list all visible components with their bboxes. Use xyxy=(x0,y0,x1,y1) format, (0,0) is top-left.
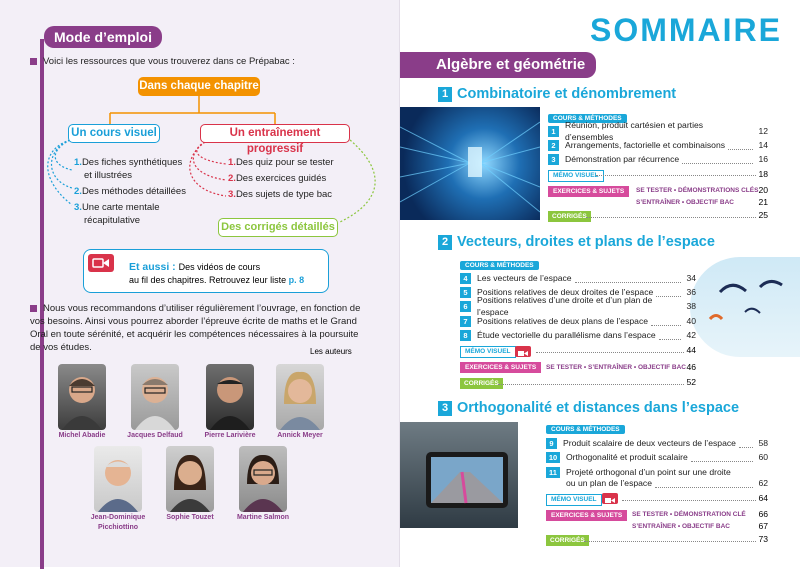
chapter-2-title[interactable]: 2 Vecteurs, droites et plans de l’espace xyxy=(438,234,715,250)
author-photo xyxy=(239,446,287,512)
chapter-box: Dans chaque chapitre xyxy=(138,77,260,96)
toc-row[interactable]: 1 Réunion, produit cartésien et parties d’ensembles 12 xyxy=(548,125,768,137)
toc-row[interactable]: 7 Positions relatives de deux plans de l’espace 40 xyxy=(460,315,696,327)
corr-page[interactable]: 25 xyxy=(758,210,768,220)
toc-row[interactable]: 4 Les vecteurs de l’espace 34 xyxy=(460,272,696,284)
author-photo xyxy=(58,364,106,430)
training-item-3: 3.Des sujets de type bac xyxy=(228,189,333,200)
cours-label: COURS & MÉTHODES xyxy=(546,425,625,434)
mode-emploi-title: Mode d’emploi xyxy=(44,26,162,48)
memo-page[interactable]: 64 xyxy=(758,493,768,503)
section-tab: Algèbre et géométrie xyxy=(400,52,596,78)
course-item-3: 3.Une carte mentale xyxy=(74,202,160,213)
aussi-page-link[interactable]: p. 8 xyxy=(288,275,305,285)
author-photo xyxy=(131,364,179,430)
author-name: Jean-Dominique xyxy=(90,514,146,521)
training-box: Un entraînement progressif xyxy=(200,124,350,143)
course-item-1: 1.Des fiches synthétiques xyxy=(74,157,183,168)
video-icon xyxy=(88,254,114,272)
toc-row[interactable]: 10 Orthogonalité et produit scalaire 60 xyxy=(546,451,768,463)
exo-label: EXERCICES & SUJETS xyxy=(546,510,627,521)
toc-row[interactable]: 3 Démonstration par récurrence 16 xyxy=(548,153,768,165)
cours-label: COURS & MÉTHODES xyxy=(548,114,627,123)
leader-dots xyxy=(586,217,756,218)
leader-dots xyxy=(498,384,684,385)
chapter-1-image xyxy=(400,107,540,220)
author-photo xyxy=(166,446,214,512)
corriges-box: Des corrigés détaillés xyxy=(218,218,338,237)
chapter-3-image xyxy=(400,422,518,528)
author-photo xyxy=(206,364,254,430)
author-name: Martine Salmon xyxy=(236,514,290,521)
toc-row[interactable]: 6 Positions relatives d’une droite et d’un plan de l’espace 38 xyxy=(460,300,696,312)
exo-label: EXERCICES & SUJETS xyxy=(548,186,629,197)
toc-row[interactable]: 8 Étude vectorielle du parallélisme dans l’espace 42 xyxy=(460,329,696,341)
memo-label: MÉMO VISUEL xyxy=(548,170,604,182)
authors-label: Les auteurs xyxy=(310,347,352,356)
exo-line-2[interactable]: S’ENTRAÎNER • OBJECTIF BAC xyxy=(636,199,734,206)
course-item-3b: récapitulative xyxy=(84,215,140,226)
exo-line-1[interactable]: SE TESTER • DÉMONSTRATION CLÉ xyxy=(632,511,746,518)
author-name: Pierre Larivière xyxy=(204,432,256,439)
exo-page-2[interactable]: 67 xyxy=(758,521,768,531)
memo-page[interactable]: 44 xyxy=(686,345,696,355)
video-icon xyxy=(602,493,618,504)
toc-row[interactable]: 2 Arrangements, factorielle et combinaisons 14 xyxy=(548,139,768,151)
recommend-text: Nous vous recommandons d’utiliser régulièrement l’ouvrage, en fonction de vos besoins. Ainsi vous pourrez aborder l’épreuve écrite de maths et le Grand Oral en toute sérénité, et acquérir les compétences nécessaires à la poursuite de vos études. xyxy=(30,303,361,353)
training-item-1: 1.Des quiz pour se tester xyxy=(228,157,334,168)
leader-dots xyxy=(584,541,756,542)
training-item-2: 2.Des exercices guidés xyxy=(228,173,327,184)
exo-line-1[interactable]: SE TESTER • S’ENTRAÎNER • OBJECTIF BAC xyxy=(546,364,686,371)
toc-row-continued[interactable]: ou un plan de l’espace 62 xyxy=(566,478,768,488)
video-icon xyxy=(515,346,531,357)
author-name: Sophie Touzet xyxy=(166,514,214,521)
memo-page[interactable]: 18 xyxy=(758,169,768,179)
corr-label: CORRIGÉS xyxy=(460,378,503,389)
author-name: Picchiottino xyxy=(97,524,139,531)
exo-line-1[interactable]: SE TESTER • DÉMONSTRATIONS CLÉS xyxy=(636,187,759,194)
chapter-3-title[interactable]: 3 Orthogonalité et distances dans l’espace xyxy=(438,400,739,416)
cours-label: COURS & MÉTHODES xyxy=(460,261,539,270)
toc-row[interactable]: 11 Projeté orthogonal d’un point sur une droite xyxy=(546,466,768,478)
corr-label: CORRIGÉS xyxy=(546,535,589,546)
course-box: Un cours visuel xyxy=(68,124,160,143)
corr-page[interactable]: 52 xyxy=(686,377,696,387)
chapter-1-title[interactable]: 1 Combinatoire et dénombrement xyxy=(438,86,676,102)
toc-row[interactable]: 5 Positions relatives de deux droites de l’espace 36 xyxy=(460,286,696,298)
corr-label: CORRIGÉS xyxy=(548,211,591,222)
toc-row[interactable]: 9 Produit scalaire de deux vecteurs de l’espace 58 xyxy=(546,437,768,449)
author-name: Michel Abadie xyxy=(58,432,106,439)
sommaire-title: SOMMAIRE xyxy=(590,12,782,48)
memo-label: MÉMO VISUEL xyxy=(546,494,602,506)
right-page xyxy=(400,0,800,567)
chapter-2-image xyxy=(690,257,800,357)
exo-page-1[interactable]: 46 xyxy=(686,362,696,372)
course-item-1b: et illustrées xyxy=(84,170,133,181)
author-photo xyxy=(94,446,142,512)
corr-page[interactable]: 73 xyxy=(758,534,768,544)
leader-dots xyxy=(622,500,756,501)
exo-page-1[interactable]: 66 xyxy=(758,509,768,519)
left-page xyxy=(0,0,400,567)
aussi-line-1: Et aussi : Des vidéos de cours xyxy=(129,261,261,273)
memo-label: MÉMO VISUEL xyxy=(460,346,516,358)
intro-text: Voici les ressources que vous trouverez dans ce Prépabac : xyxy=(30,55,295,68)
course-item-2: 2.Des méthodes détaillées xyxy=(74,186,186,197)
author-name: Jacques Delfaud xyxy=(127,432,183,439)
aussi-line-2: au fil des chapitres. Retrouvez leur liste p. 8 xyxy=(129,275,305,285)
exo-page-2[interactable]: 21 xyxy=(758,197,768,207)
exo-line-2[interactable]: S’ENTRAÎNER • OBJECTIF BAC xyxy=(632,523,730,530)
author-name: Annick Meyer xyxy=(277,432,323,439)
exo-page-1[interactable]: 20 xyxy=(758,185,768,195)
exo-label: EXERCICES & SUJETS xyxy=(460,362,541,373)
leader-dots xyxy=(596,175,756,176)
leader-dots xyxy=(536,352,684,353)
author-photo xyxy=(276,364,324,430)
